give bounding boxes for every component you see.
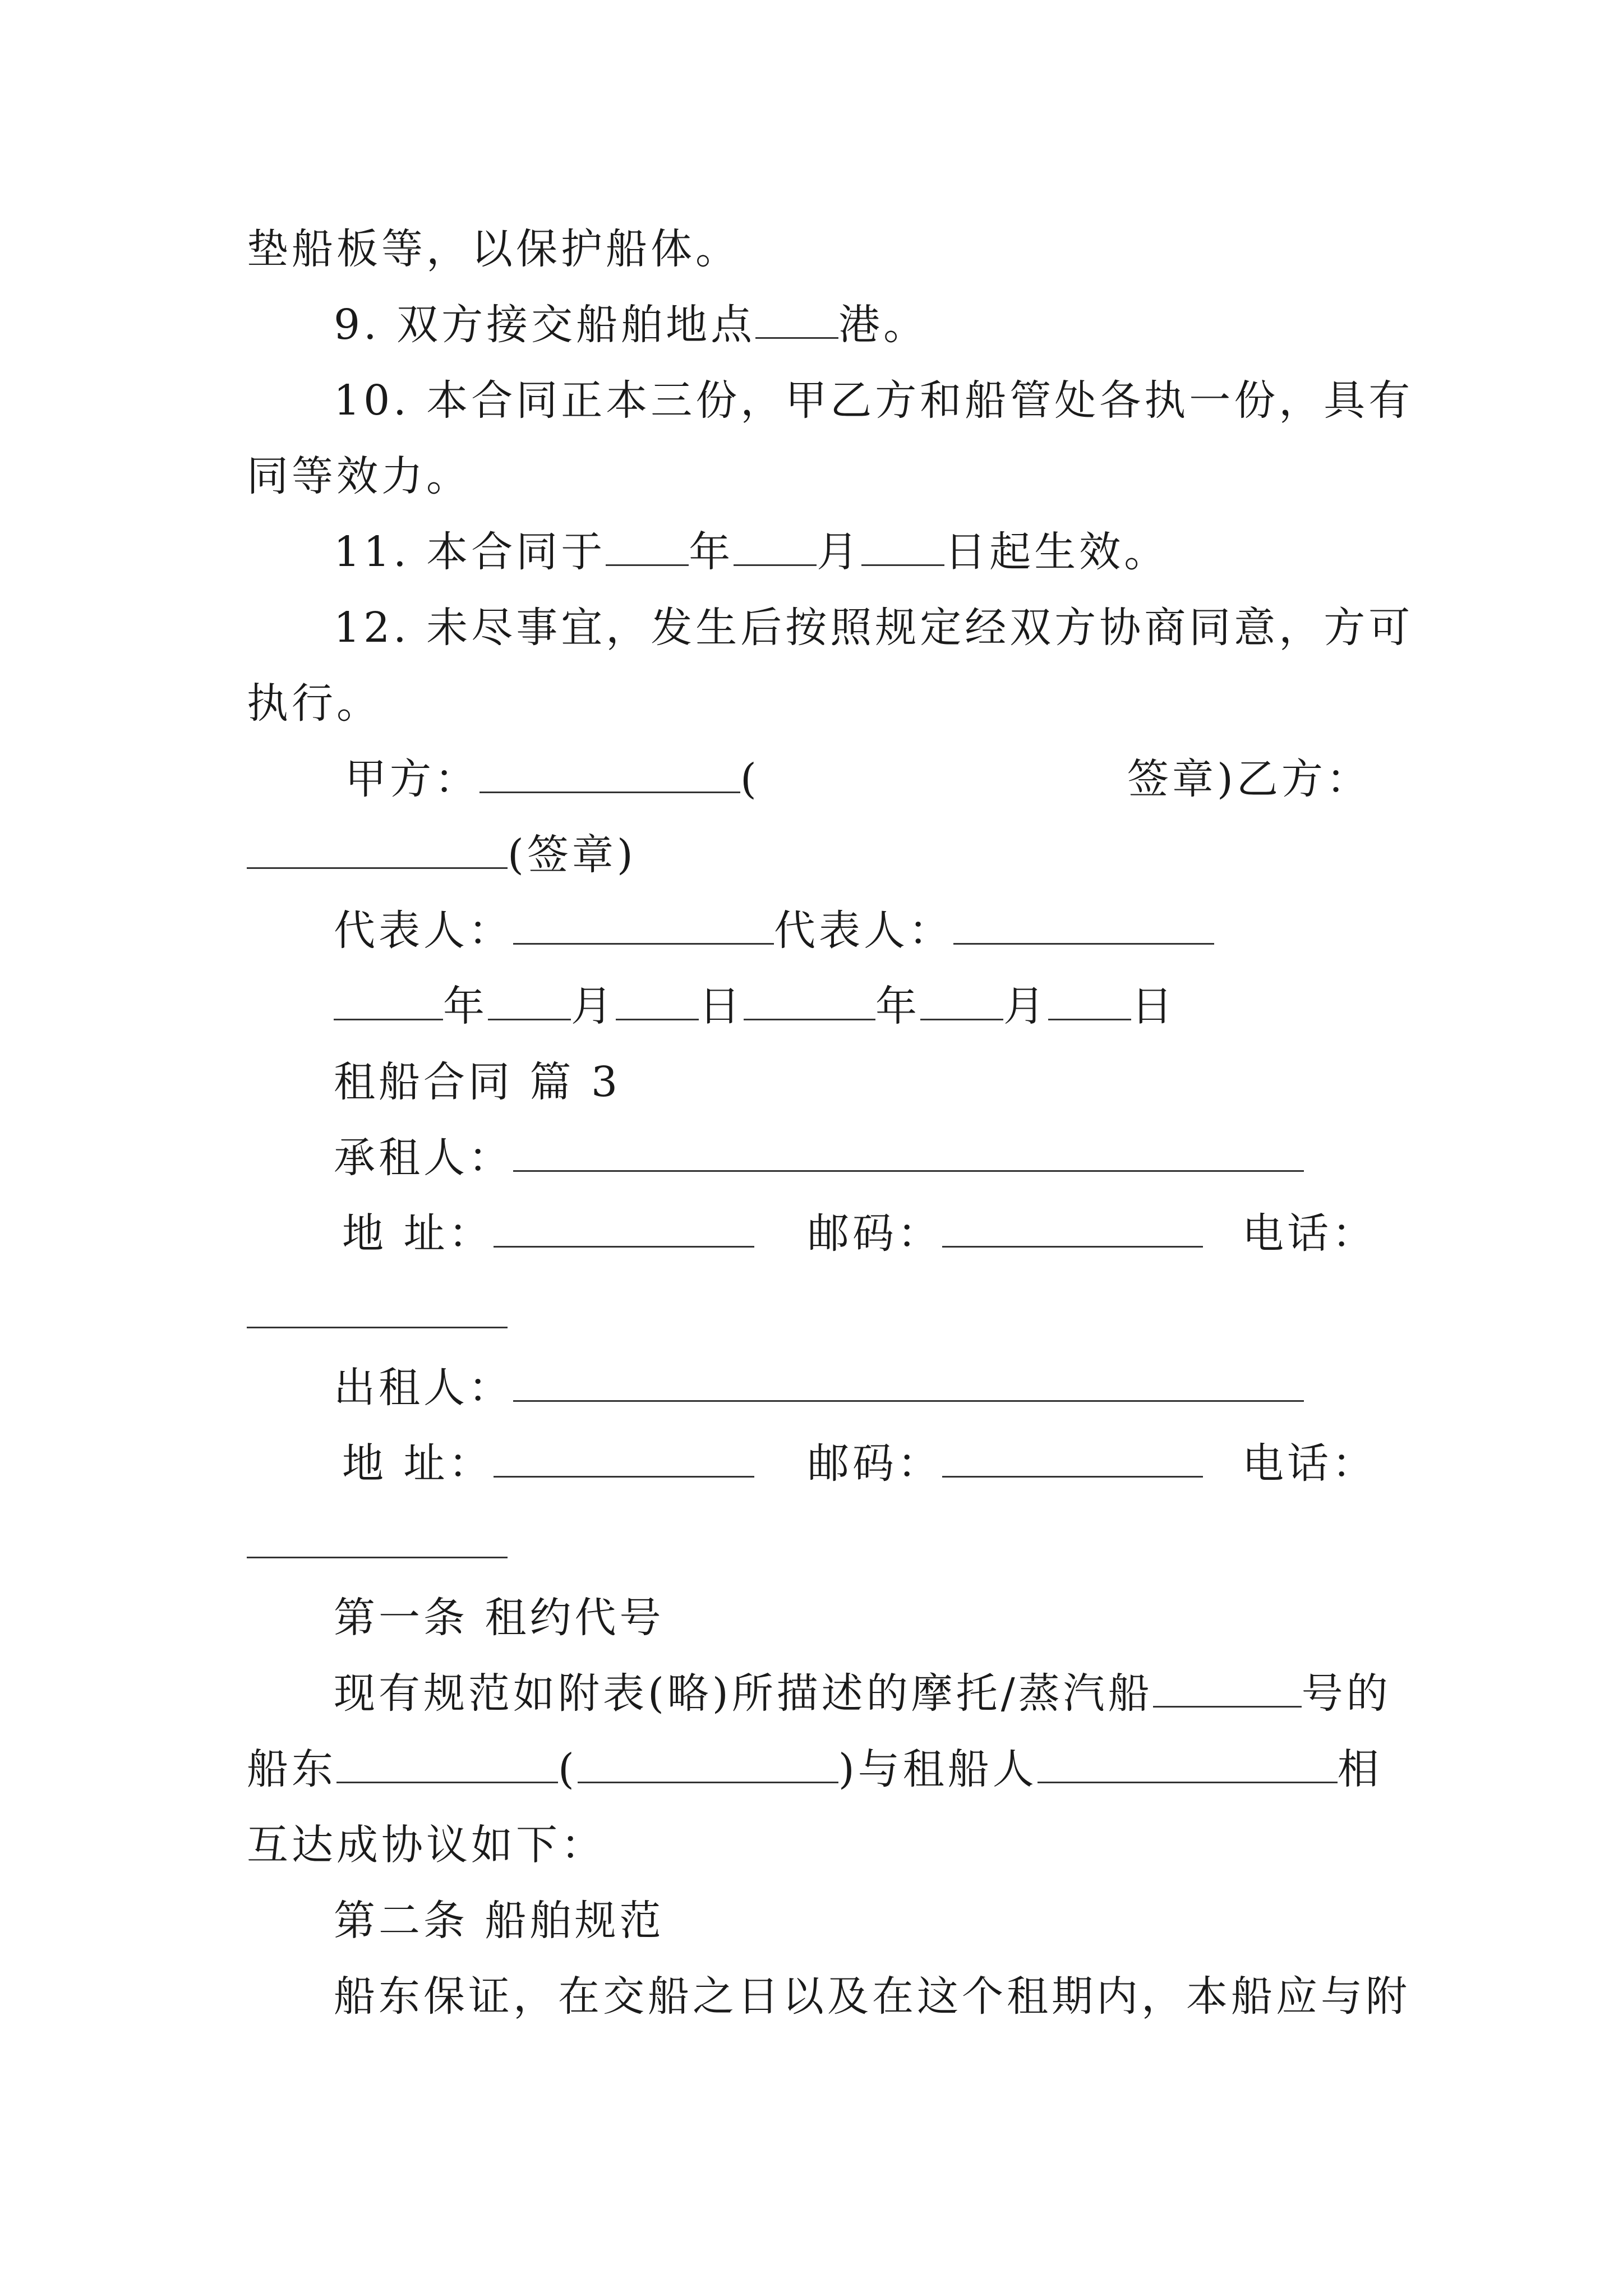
lessor-line bbox=[334, 1355, 1304, 1414]
party-a-label: 甲方： bbox=[345, 755, 479, 803]
signature-line bbox=[345, 746, 760, 806]
month-label: 月 bbox=[571, 982, 616, 1030]
party-a-blank[interactable] bbox=[479, 759, 740, 793]
address-blank[interactable] bbox=[494, 1213, 754, 1248]
text-line bbox=[334, 292, 928, 351]
paragraph-text: 船东 bbox=[247, 1745, 336, 1793]
paragraph-text: ( bbox=[558, 1745, 578, 1793]
phone-blank[interactable] bbox=[247, 1524, 508, 1558]
article-1-title: 第一条 租约代号 bbox=[334, 1594, 665, 1642]
text-line bbox=[334, 519, 1169, 578]
text-line bbox=[247, 216, 740, 275]
seal-label: (签章) bbox=[508, 831, 637, 879]
party-b-blank[interactable] bbox=[247, 835, 508, 869]
lessee-line bbox=[334, 1125, 1304, 1184]
lessor-label: 出租人： bbox=[334, 1364, 513, 1412]
charterer-blank[interactable] bbox=[1038, 1749, 1338, 1783]
paragraph-text: 现有规范如附表(略)所描述的摩托/蒸汽船 bbox=[334, 1669, 1153, 1718]
contract-heading: 租船合同 篇 3 bbox=[334, 1058, 621, 1106]
paragraph-text: 垫船板等，以保护船体。 bbox=[247, 225, 740, 273]
seal-party-b-label: 签章)乙方： bbox=[1127, 755, 1371, 803]
contact-line bbox=[1242, 1200, 1377, 1260]
article-heading bbox=[334, 1888, 665, 1947]
article-heading bbox=[334, 1585, 665, 1644]
representative-label-a: 代表人： bbox=[334, 907, 513, 955]
owner-detail-blank[interactable] bbox=[578, 1749, 838, 1783]
paragraph-text: 10. 本合同正本三份，甲乙方和船管处各执一份，具有 bbox=[334, 376, 1414, 425]
paragraph-text: 11. 本合同于 bbox=[334, 528, 606, 576]
blank-month[interactable] bbox=[734, 532, 817, 566]
phone-label: 电话： bbox=[1242, 1439, 1377, 1488]
representative-label-b: 代表人： bbox=[774, 907, 953, 955]
text-line bbox=[247, 1736, 1382, 1796]
paragraph-text: 9. 双方接交船舶地点 bbox=[334, 301, 756, 349]
blank-year-a[interactable] bbox=[334, 986, 443, 1020]
month-label: 月 bbox=[817, 528, 862, 576]
text-line bbox=[247, 1812, 606, 1871]
blank-year-b[interactable] bbox=[744, 986, 875, 1020]
address-label: 地 址： bbox=[342, 1439, 494, 1488]
paragraph-text: 执行。 bbox=[247, 679, 381, 728]
postcode-label: 邮码： bbox=[808, 1439, 942, 1488]
paragraph-text: 同等效力。 bbox=[247, 452, 471, 500]
year-label: 年 bbox=[689, 528, 734, 576]
owner-blank[interactable] bbox=[336, 1749, 558, 1783]
lessee-blank[interactable] bbox=[513, 1138, 1304, 1172]
address-blank[interactable] bbox=[494, 1443, 754, 1478]
postcode-blank[interactable] bbox=[942, 1213, 1203, 1248]
date-line bbox=[334, 973, 1176, 1033]
contact-line bbox=[342, 1200, 754, 1260]
year-label: 年 bbox=[443, 982, 488, 1030]
representative-b-blank[interactable] bbox=[953, 910, 1214, 945]
postcode-blank[interactable] bbox=[942, 1443, 1203, 1478]
blank-day-b[interactable] bbox=[1048, 986, 1131, 1020]
contact-line bbox=[808, 1430, 1203, 1490]
text-line bbox=[247, 443, 471, 503]
signature-line bbox=[247, 822, 637, 881]
paragraph-text: )与租船人 bbox=[838, 1745, 1038, 1793]
text-line bbox=[247, 670, 381, 730]
ship-number-blank[interactable] bbox=[1153, 1673, 1302, 1708]
day-label: 日 bbox=[699, 982, 744, 1030]
paragraph-text: 12. 未尽事宜，发生后按照规定经双方协商同意，方可 bbox=[334, 604, 1414, 652]
contact-line bbox=[1242, 1430, 1377, 1490]
lessor-blank[interactable] bbox=[513, 1368, 1304, 1402]
blank-day-a[interactable] bbox=[616, 986, 699, 1020]
text-line bbox=[334, 595, 1413, 654]
paragraph-text: 号的 bbox=[1301, 1669, 1391, 1718]
year-label: 年 bbox=[875, 982, 920, 1030]
text-line bbox=[334, 367, 1413, 427]
contact-line bbox=[247, 1290, 508, 1338]
contact-line bbox=[247, 1520, 508, 1568]
postcode-label: 邮码： bbox=[808, 1209, 942, 1258]
text-line bbox=[334, 1660, 1391, 1720]
signature-line bbox=[1127, 746, 1371, 806]
month-label: 月 bbox=[1003, 982, 1048, 1030]
address-label: 地 址： bbox=[342, 1209, 494, 1258]
representative-a-blank[interactable] bbox=[513, 910, 774, 945]
representative-line bbox=[334, 898, 1214, 957]
article-2-title: 第二条 船舶规范 bbox=[334, 1897, 665, 1945]
paragraph-text: 相 bbox=[1337, 1745, 1382, 1793]
text-line bbox=[334, 1963, 1410, 2023]
paragraph-text: 互达成协议如下： bbox=[247, 1821, 606, 1869]
contact-line bbox=[808, 1200, 1203, 1260]
blank-port[interactable] bbox=[755, 305, 838, 339]
lessee-label: 承租人： bbox=[334, 1134, 513, 1182]
phone-label: 电话： bbox=[1242, 1209, 1377, 1258]
section-heading bbox=[334, 1049, 621, 1108]
day-label: 日 bbox=[1131, 982, 1176, 1030]
blank-month-b[interactable] bbox=[920, 986, 1003, 1020]
contact-line bbox=[342, 1430, 754, 1490]
paragraph-text: 日起生效。 bbox=[944, 528, 1169, 576]
paragraph-text: 港。 bbox=[838, 301, 929, 349]
blank-month-a[interactable] bbox=[488, 986, 571, 1020]
phone-blank[interactable] bbox=[247, 1294, 508, 1328]
paragraph-text: 船东保证，在交船之日以及在这个租期内，本船应与附 bbox=[334, 1972, 1410, 2021]
blank-year[interactable] bbox=[606, 532, 689, 566]
blank-day[interactable] bbox=[861, 532, 944, 566]
paren-open: ( bbox=[740, 755, 760, 803]
